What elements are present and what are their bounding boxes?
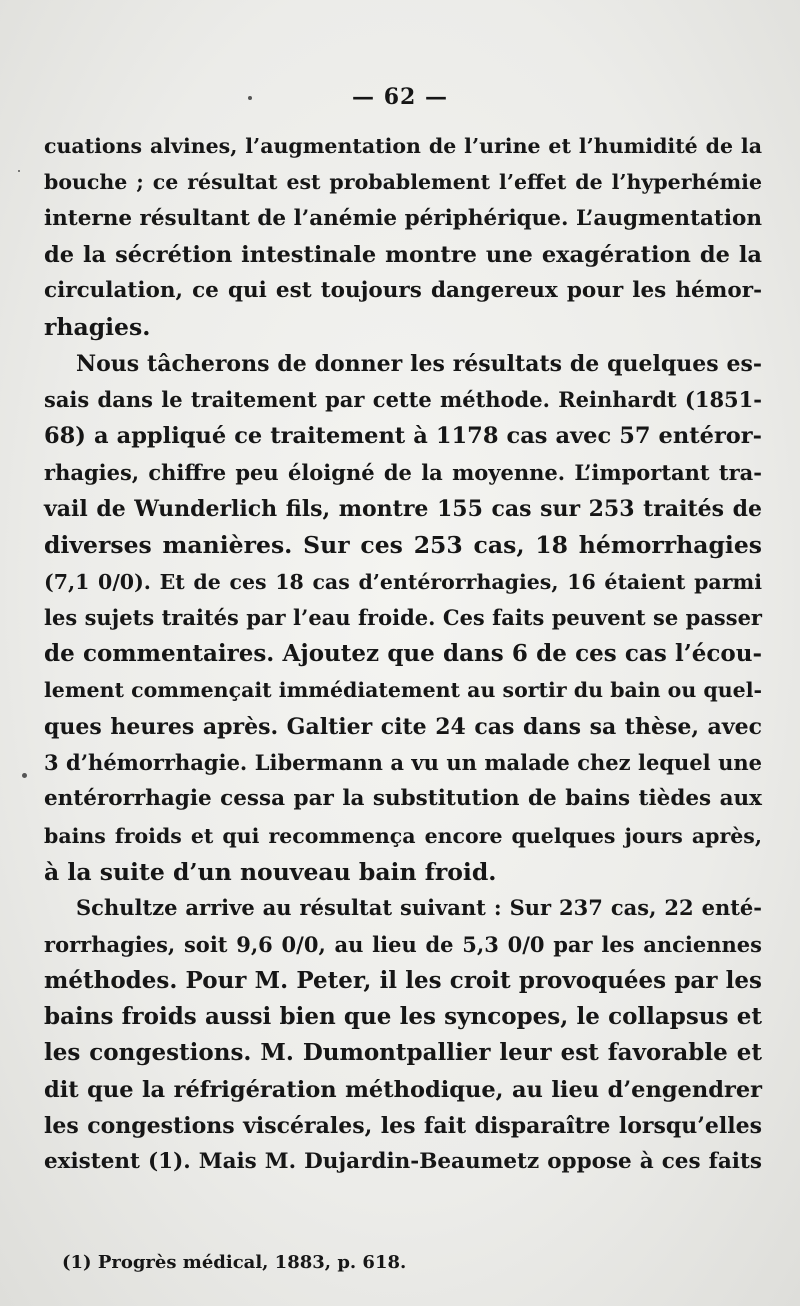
- text-line: vail de Wunderlich fils, montre 155 cas sur 253 traités de: [44, 495, 762, 522]
- text-line: à la suite d’un nouveau bain froid.: [44, 857, 497, 886]
- text-line: sais dans le traitement par cette méthode. Reinhardt (1851-: [44, 387, 762, 413]
- text-line: les sujets traités par l’eau froide. Ces faits peuvent se passer: [44, 604, 762, 630]
- text-line: entérorrhagie cessa par la substitution de bains tièdes aux: [44, 786, 762, 812]
- page-number: — 62 —: [352, 84, 448, 110]
- text-line: 68) a appliqué ce traitement à 1178 cas avec 57 entéror-: [44, 423, 762, 450]
- text-line: Schultze arrive au résultat suivant : Sur 237 cas, 22 enté-: [76, 895, 762, 921]
- print-speck: [22, 773, 27, 778]
- print-speck: [18, 170, 20, 172]
- text-line: Nous tâcherons de donner les résultats de quelques es-: [76, 350, 762, 377]
- text-line: rorrhagies, soit 9,6 0/0, au lieu de 5,3 0/0 par les anciennes: [44, 931, 762, 957]
- text-line: rhagies.: [44, 313, 151, 342]
- text-line: rhagies, chiffre peu éloigné de la moyenne. L’important tra-: [44, 459, 762, 485]
- body-text: [44, 128, 762, 1181]
- text-line: les congestions viscérales, les fait disparaître lorsqu’elles: [44, 1113, 762, 1140]
- text-line: 3 d’hémorrhagie. Libermann a vu un malade chez lequel une: [44, 750, 762, 776]
- text-line: diverses manières. Sur ces 253 cas, 18 hémorrhagies: [44, 531, 762, 560]
- text-line: cuations alvines, l’augmentation de l’urine et l’humidité de la: [44, 134, 762, 158]
- text-line: interne résultant de l’anémie périphérique. L’augmentation: [44, 205, 762, 231]
- footnote: (1) Progrès médical, 1883, p. 618.: [62, 1252, 407, 1273]
- text-line: existent (1). Mais M. Dujardin-Beaumetz oppose à ces faits: [44, 1149, 762, 1175]
- print-speck: [248, 96, 252, 100]
- text-line: dit que la réfrigération méthodique, au lieu d’engendrer: [44, 1076, 762, 1103]
- text-line: (7,1 0/0). Et de ces 18 cas d’entérorrhagies, 16 étaient parmi: [44, 569, 762, 594]
- text-line: circulation, ce qui est toujours dangereux pour les hémor-: [44, 278, 762, 304]
- text-line: lement commençait immédiatement au sortir du bain ou quel-: [44, 678, 762, 703]
- text-line: bouche ; ce résultat est probablement l’effet de l’hyperhémie: [44, 170, 762, 195]
- text-line: bains froids aussi bien que les syncopes, le collapsus et: [44, 1003, 762, 1031]
- text-line: les congestions. M. Dumontpallier leur est favorable et: [44, 1039, 762, 1067]
- text-line: de la sécrétion intestinale montre une exagération de la: [44, 241, 762, 268]
- text-line: de commentaires. Ajoutez que dans 6 de ces cas l’écou-: [44, 640, 762, 668]
- text-line: méthodes. Pour M. Peter, il les croit provoquées par les: [44, 966, 762, 994]
- text-line: ques heures après. Galtier cite 24 cas dans sa thèse, avec: [44, 713, 762, 740]
- text-line: bains froids et qui recommença encore quelques jours après,: [44, 823, 762, 848]
